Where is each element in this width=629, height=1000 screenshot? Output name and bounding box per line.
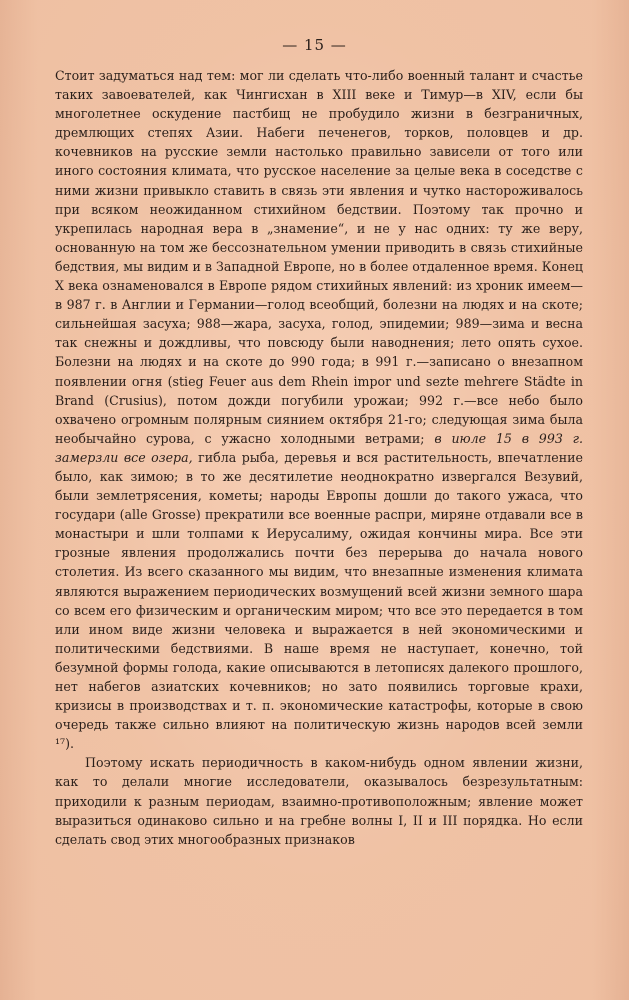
paragraph-1 (55, 66, 583, 753)
paragraph-1-italic: в июле 15 в 993 г. замерзли все озера, (55, 430, 583, 465)
page-number: — 15 — (282, 36, 347, 54)
paragraph-2: Поэтому искать периодичность в каком-нибудь одном явлении жизни, как то делали многие исследователи, оказывалось безрезультатным: приходили к разным периодам, взаимно-противоположным; явление может выразиться одинаково сильно и на гребне волны I, II и III порядка. Но если сделать свод этих многообразных признаков (55, 755, 583, 847)
paragraph-1-part-2: гибла рыба, деревья и вся растительность, впечатление было, как зимою; в то же десятилетие неоднократно извергался Везувий, были землетрясения, кометы; народы Европы дошли до такого ужаса, что государи (alle Grosse) прекратили все военные распри, миряне отдавали все в монастыри и шли толпами к Иерусалиму, ожидая кончины мира. Все эти грозные явления продолжались почти без перерыва до начала нового столетия. Из всего сказанного мы видим, что внезапные изменения климата являются выражением периодических возмущений всей жизни земного шара со всем его физическим и органическим миром; что все это передается в том или ином виде жизни человека и выражается в ней экономическими и политическими бедствиями. В наше время не наступает, конечно, той безумной формы голода, какие описываются в летописях далекого прошлого, нет набегов азиатских кочевников; но зато появились торговые крахи, кризисы в производствах и т. п. экономические катастрофы, которые в свою очередь также сильно влияют на политическую жизнь народов всей земли ¹⁷). (55, 449, 583, 752)
body-text (55, 66, 583, 849)
paragraph-1-part-1: Стоит задуматься над тем: мог ли сделать что-либо военный талант и счастье таких завоевателей, как Чингисхан в XIII веке и Тимур—в XIV, если бы многолетнее оскудение пастбищ не пробудило жизни в безграничных, дремлющих степях Азии. Набеги печенегов, торков, половцев и др. кочевников на русские земли настолько правильно зависели от того или иного состояния климата, что русское население за целые века в соседстве с ними жизни привыкло ставить в связь эти явления и чутко настороживалось при всяком неожиданном стихийном бедствии. Поэтому так прочно и укрепилась народная вера в „знамение“, и не у нас одних: ту же веру, основанную на том же бессознательном умении приводить в связь стихийные бедствия, мы видим и в Западной Европе, но в более отдаленное время. Конец X века ознаменовался в Европе рядом стихийных явлений: из хроник имеем—в 987 г. в Англии и Германии—голод всеобщий, болезни на людях и на скоте; сильнейшая засуха; 988—жара, засуха, голод, эпидемии; 989—зима и весна так снежны и дождливы, что повсюду были наводнения; лето опять сухое. Болезни на людях и на скоте до 990 года; в 991 г.—записано о внезапном появлении огня (stieg Feuer aus dem Rhein impor und sezte mehrere Städte in Brand (Crusius), потом дожди погубили урожаи; 992 г.—все небо было охвачено огромным полярным сиянием октября 21-го; следующая зима была необычайно сурова, с ужасно холодными ветрами; (55, 68, 584, 446)
